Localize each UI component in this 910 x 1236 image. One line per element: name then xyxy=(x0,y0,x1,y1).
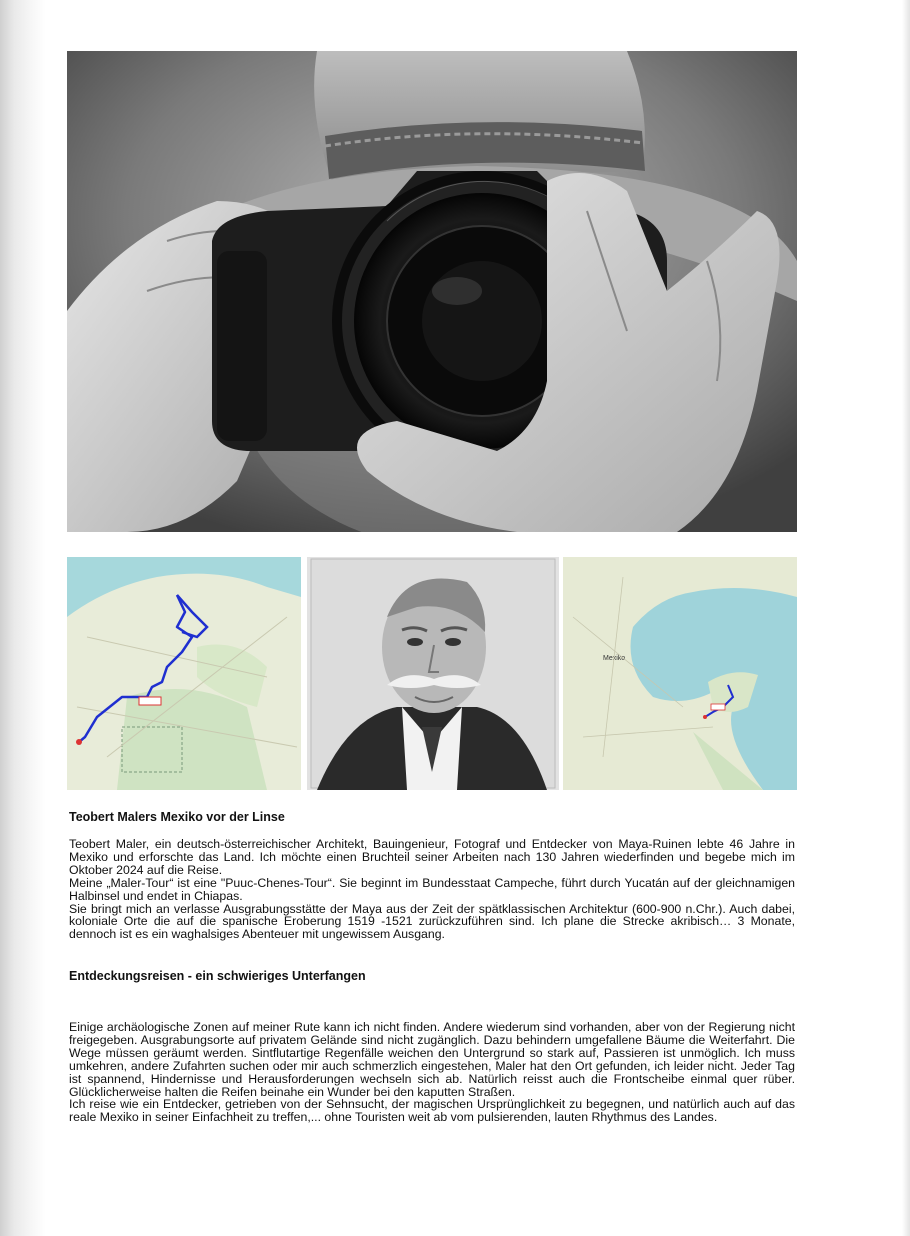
page-edge-shadow-left xyxy=(0,0,46,1236)
hero-camera-photo xyxy=(67,51,797,532)
section-body-maler-mexiko xyxy=(69,838,795,941)
route-map-image xyxy=(67,557,301,790)
paragraph: Sie bringt mich an verlasse Ausgrabungsstätte der Maya aus der Zeit der spätklassischen Architektur (600-900 n.Chr.). Auch dabei, koloniale Orte die auf die spanische Eroberung 1519 -1521 zurückzuführen sind. Ich plane die Strecke akribisch… 3 Monate, dennoch ist es ein waghalsiges Abenteuer mit ungewissem Ausgang. xyxy=(69,901,795,942)
page-edge-shadow-right xyxy=(902,0,910,1236)
section-heading-maler-mexiko: Teobert Malers Mexiko vor der Linse xyxy=(69,810,285,824)
paragraph: Meine „Maler-Tour“ ist eine "Puuc-Chenes-Tour“. Sie beginnt im Bundesstaat Campeche, führt durch Yucatán auf der gleichnamigen Halbinsel und endet in Chiapas. xyxy=(69,875,795,903)
section-heading-entdeckungsreisen: Entdeckungsreisen - ein schwieriges Unterfangen xyxy=(69,969,366,983)
section-body-entdeckungsreisen xyxy=(69,1021,795,1124)
paragraph: Teobert Maler, ein deutsch-österreichischer Architekt, Bauingenieur, Fotograf und Entdecker von Maya-Ruinen lebte 46 Jahre in Mexiko und erforschte das Land. Ich möchte einen Bruchteil seiner Arbeiten nach 130 Jahren wiederfinden und begebe mich im Oktober 2024 auf die Reise. xyxy=(69,837,795,877)
mexico-overview-map-image xyxy=(563,557,797,790)
portrait-photo xyxy=(307,557,559,790)
paragraph: Ich reise wie ein Entdecker, getrieben von der Sehnsucht, der magischen Ursprünglichkeit zu begegnen, und natürlich auch auf das reale Mexiko in seiner Einfachheit zu treffen,... ohne Touristen weit ab vom pulsierenden, lauten Rhythmus des Landes. xyxy=(69,1097,795,1125)
map-label-mexiko: Mexiko xyxy=(603,655,626,662)
paragraph: Einige archäologische Zonen auf meiner Rute kann ich nicht finden. Andere wiederum sind vorhanden, aber von der Regierung nicht freigegeben. Ausgrabungsorte auf privatem Gelände sind nicht zugänglich. Dazu behindern umgefallene Bäume die Weiterfahrt. Die Wege müssen geräumt werden. Sintflutartige Regenfälle weichen den Untergrund so stark auf, Passieren ist unmöglich. Ich muss umkehren, andere Zufahrten suchen oder mir auch schmerzlich eingestehen, Maler hat den Ort gefunden, ich leider nicht. Jeder Tag ist spannend, Hindernisse und Herausforderungen wechseln sich ab. Natürlich reisst auch die Frontscheibe einmal quer rüber. Glücklicherweise halten die Reifen beinahe ein Wunder bei den kaputten Straßen. xyxy=(69,1020,795,1099)
